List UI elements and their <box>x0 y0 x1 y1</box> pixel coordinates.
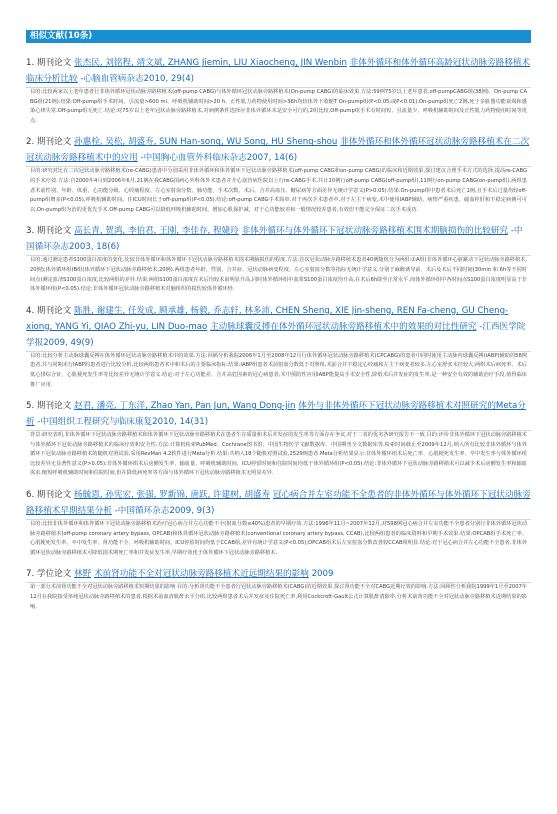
article-title-link[interactable]: 术前肾功能不全对冠状动脉旁路移植术近远期结果的影响 <box>93 569 309 580</box>
article-abstract: 目的:比较分析主动脉球囊反搏在体外循环冠状动脉旁路移植术中的效果.方法:回顾分析我院2006年1月至2008年12月行体外循环冠状动脉旁路移植术(CPCABG)的患者中同时使用主动脉内球囊反搏(IABP)辅助的58例患者,并与同期未行IABP的患者进行比较分析,比较两组患者术中和术后的主要临床指标.结果:IABP组患者术前射血分数低于对照组,术前合并不稳定心绞痛和左主干病变者较多,左心室舒张末径较大;两组术后病死率、术后低心排综合征、心肌梗死发生率等比较差异无统计学意义.结论:对于左心功能差、合并高危因素的冠心病患者,术中预防性应用IABP能提高手术安全性,降低术后并发症的发生率,是一种安全有效的辅助治疗手段,值得临床推广应用. <box>30 352 527 388</box>
article-entry <box>26 487 531 560</box>
article-authors-link[interactable]: 孙惠栓, 吴松, 胡盛寿, SUN Han-song, WU Song, HU Sheng-shou <box>74 137 338 148</box>
article-source: -中国胸心血管外科临床杂志2007, 14(6) <box>140 153 298 164</box>
article-title-link[interactable]: 主动脉球囊反搏在体外循环冠状动脉旁路移植术中的效果的对比性研究 <box>210 321 477 332</box>
article-authors-link[interactable]: 陈胜, 谢建生, 任发成, 顾承雄, 杨毅, 乔志轩, 林多沛, CHEN Sheng, XIE Jin-sheng, REN Fa-cheng, GU Cheng-xiong, YANG Yi, QIAO Zhi-yu, LIN Duo-mao <box>26 305 509 332</box>
article-source: -心脑血管病杂志2010, 29(4) <box>80 74 195 84</box>
article-title-link[interactable]: 体外与非体外循环下冠状动脉旁路移植术对照研究的Meta分析 <box>26 401 526 428</box>
article-number: 5. 期刊论文 <box>26 401 72 412</box>
article-entry <box>26 55 531 128</box>
article-abstract: 目的:比较两家以上老年患者行非体外循环冠状动脉旁路移植术(off-pump CABG)与体外循环冠状动脉旁路移植术(On-pump CABG)的临床效果.方法:59例75岁以上老年患者,off-pumpCABG组(38例)、On-pump CABG组(21例).结果:Off-pump组手术时间、引流量>600 ml、呼吸机辅助时间>20 h、正性肌力药物使用时间>36h均较体外下收缩T On-pump组(P<0.05,或P<0.01).On-pump组死亡2例,死于多脏器功能衰竭和感染心律失常.Off-pump组无死亡.结论:对75岁以上老年冠状动脉旁路移植术,对病例条件选择应非体外循环术是安全可行的,2组比较,Off-pump组手术有时间短、引流量少、呼吸机辅助时间及正性肌力药物使用时间等优点. <box>30 89 527 124</box>
article-abstract: 第一部分术前肾功能不全对冠状动脉旁路移植术短期结果的影响 目的:分析肾功能不全患者行冠状动脉旁路移植术(CABG)的近期效果.探讨肾功能不全对CABG近期疗效的影响.方法:回顾性分析我院1999年1月至2007年12月在我院接受单纯冠状动脉旁路移植术的患者,根据术前血清肌酐水平分组,比较两组患者术后并发症及住院死亡率,利用Cockcroft-Gault公式计算肌酐清除率,分析术前肾功能不全对冠状动脉旁路移植术近期结果的影响. <box>30 584 527 610</box>
article-abstract: 背景:研究表明,非体外循环下冠状动脉旁路移植术和体外循环下冠状动脉旁路移植术在患者生存质量和术后并发症的发生率等方面存在争议,对于二者的优劣各研究报告不一致.目的:评价非体外循环下冠状动脉旁路移植术与体外循环下冠状动脉旁路移植术的临床疗效和安全性.方法:计算机检索PubMed、Cochrane图书馆、中国生物医学文献数据库、中国期刊全文数据库等,检索时间截止至2009年12月,纳入所有比较非体外循环与体外循环下冠状动脉旁路移植术的随机对照试验,采用RevMan 4.2软件进行Meta分析.结果:共纳入18个随机对照试验,2529例患者.Meta分析结果显示:非体外循环组术后死亡率、心肌梗死发生率、卒中发生率与体外循环组比较差异无显著性意义(P>0.05);非体外循环组术后房颤发生率、输血量、呼吸机辅助时间、ICU停留时间和住院时间均低于体外循环组(P<0.05).结论:非体外循环下冠状动脉旁路移植术可以减少术后房颤发生率和输血需求,缩短呼吸机辅助时间和住院时间,但在降低病死率等方面与体外循环下冠状动脉旁路移植术无明显差异. <box>30 432 527 477</box>
article-title-line <box>26 487 531 520</box>
article-entry <box>26 398 531 481</box>
article-number: 3. 期刊论文 <box>26 226 72 237</box>
article-title-line <box>26 134 531 167</box>
article-entry <box>26 566 531 614</box>
article-source: -江西医学院学报2009, 49(9) <box>26 321 526 348</box>
article-authors-link[interactable]: 高长青, 贺鸿, 李伯君, 王刚, 李佳存, 程婕玲 <box>74 226 239 237</box>
article-entry <box>26 134 531 217</box>
article-entry <box>26 303 531 392</box>
article-title-line <box>26 303 531 352</box>
article-title-link[interactable]: 非体外循环与体外循环下冠状动脉旁路移植术围术期脑损伤的比较研究 <box>241 226 509 237</box>
related-articles-list <box>26 55 531 614</box>
article-source: -中国循环杂志2003, 18(6) <box>26 226 523 253</box>
article-entry <box>26 223 531 296</box>
article-number: 7. 学位论文 <box>26 569 72 580</box>
article-source: -中国循环杂志2009, 9(3) <box>114 506 215 517</box>
article-abstract: 目的:研究对比在二次冠状动脉旁路移植术(re-CABG)患者中分别采用非体外循环和体外循环下冠状动脉旁路移植术(off-pump CABG和on-pump CABG)的临床和近期效果,探讨建议合理手术方式的选择,提高re-CABG的手术疗效.方法:自2000年4月到2006年6月,21例在我CABG国病心外科体外术患者并介心血管病医院以上行re-CABG手术,共计10例行off-pump CABG(off-pump组),11例行on-pump CABG(on-pump组),两组患者术前性别、年龄、体重、心功能分级、心绞痛程度、左心室射血分数、肺功能、手术次数、术后、合并高血压、糖尿病等方面差异无统计学意义(P>0.05).结果:On-pump组中患者术后死亡1例,且手术后过量均较off-pump组增多(P<0.05),呼吸机辅助时间、住ICU时间长于off-pump组(P<0.05).结论:off-pump CABG手术简单.对于再次手术患者中,对于左主干病变,术中使用IABP辅助、病情严重疾患、磁血栓肝和不稳定病例可可以,On-pump组为治的更优先手术.Off-pump CABG可以降低呼吸机辅助时间、增加心肌保护减、对于心功能较差和一般情况较差患者,有效但不能完全保证二次手术成功. <box>30 168 527 213</box>
article-number: 2. 期刊论文 <box>26 137 72 148</box>
article-source: -中国组织工程研究与临床康复2010, 14(31) <box>37 417 209 428</box>
section-header: 相似文献(10条) <box>26 30 531 43</box>
article-title-link[interactable]: 非体外循环和体外循环高龄冠状动脉旁路移植术临床分析比较 <box>26 58 531 84</box>
article-source: 2009 <box>311 569 334 580</box>
article-authors-link[interactable]: 杨毓恩, 孙宪宏, 张强, 罗新锦, 唐跃, 许建树, 胡盛寿 <box>74 490 271 501</box>
article-title-line <box>26 223 531 256</box>
article-title-link[interactable]: 冠心病合并左室功能不全患者的非体外循环与体外循环下冠状动脉旁路移植术早期结果分析 <box>26 490 531 517</box>
article-number: 1. 期刊论文 <box>26 58 72 68</box>
article-number: 6. 期刊论文 <box>26 490 72 501</box>
article-number: 4. 期刊论文 <box>26 305 72 316</box>
article-abstract: 目的:比较非体外循环和体外循环下冠状动脉旁路移植术治疗冠心病合并左心功能不全(射血分数≤40%)患者的早期疗效.方法:1996年11月~2007年12月,对598例冠心病合并左室功能不全患者分别行非体外循环冠状动脉旁路移植术(off-pump coronary artery bypass, OPCAB)和体外循环冠状动脉旁路移植术(conventional coronary artery bypass, CCAB),比较两组患者的临床资料和早期手术效果.结果:OPCAB组手术死亡率、心肌梗死发生率、卒中发生率、肾功能不全、呼吸机辅助时间、ICU停留时间均低于CCAB组,差异有统计学意义(P<0.05);OPCAB组术后左室射血分数改善较CCAB组明显.结论:对于冠心病合并左心功能不全患者,非体外循环冠状动脉旁路移植术可降低围术期死亡率和并发症发生率,早期疗效优于体外循环下冠状动脉旁路移植术. <box>30 521 527 556</box>
article-authors-link[interactable]: 赵君, 潘亮, 丁东洋, Zhao Yan, Pan Jun, Wang Dong-jin <box>74 401 296 412</box>
article-title-line <box>26 398 531 431</box>
article-authors-link[interactable]: 张杰民, 刘铭程, 靖文斌, ZHANG Jiemin, LIU Xiaocheng, JIN Wenbin <box>74 58 347 68</box>
article-title-line <box>26 566 531 583</box>
article-title-line <box>26 55 531 88</box>
article-title-link[interactable]: 非体外循环和体外循环冠状动脉旁路移植术在二次冠状动脉旁路移植术中的应用 <box>26 137 530 164</box>
article-authors-link[interactable]: 林野 <box>74 569 92 580</box>
article-abstract: 目的:通过测定患者S100蛋白浓度的变化,比较非体外循环和体外循环下冠状动脉旁路移植术围术期脑损伤的程度.方法:首次冠状动脉旁路移植术患者40例随机分为两组:①A组(非体外循环心脏跳动下冠状动脉旁路移植术,20例);体外循环组(B组(体外循环下冠状动脉旁路移植术,20例).两组患者年龄、性别、合并症、冠状动脉病变程度、左心室射血分数等指标无统计学意义.分别于麻醉诱导前、术后及术后不同时间(30min 和 6h等不同时间点)测定血清S100蛋白浓度,比较两组的差异.结果:两组S100蛋白浓度在术后均较术前明显升高,同时体外循环组中血浆S100蛋白浓度均升高,在术后6h降至正常水平.而体外循环组中各时间点S100蛋白浓度明显高于非体外循环组(P<0.05).结论:非体外循环冠状动脉旁路移植术对脑组织的损伤较体外循环轻. <box>30 257 527 293</box>
